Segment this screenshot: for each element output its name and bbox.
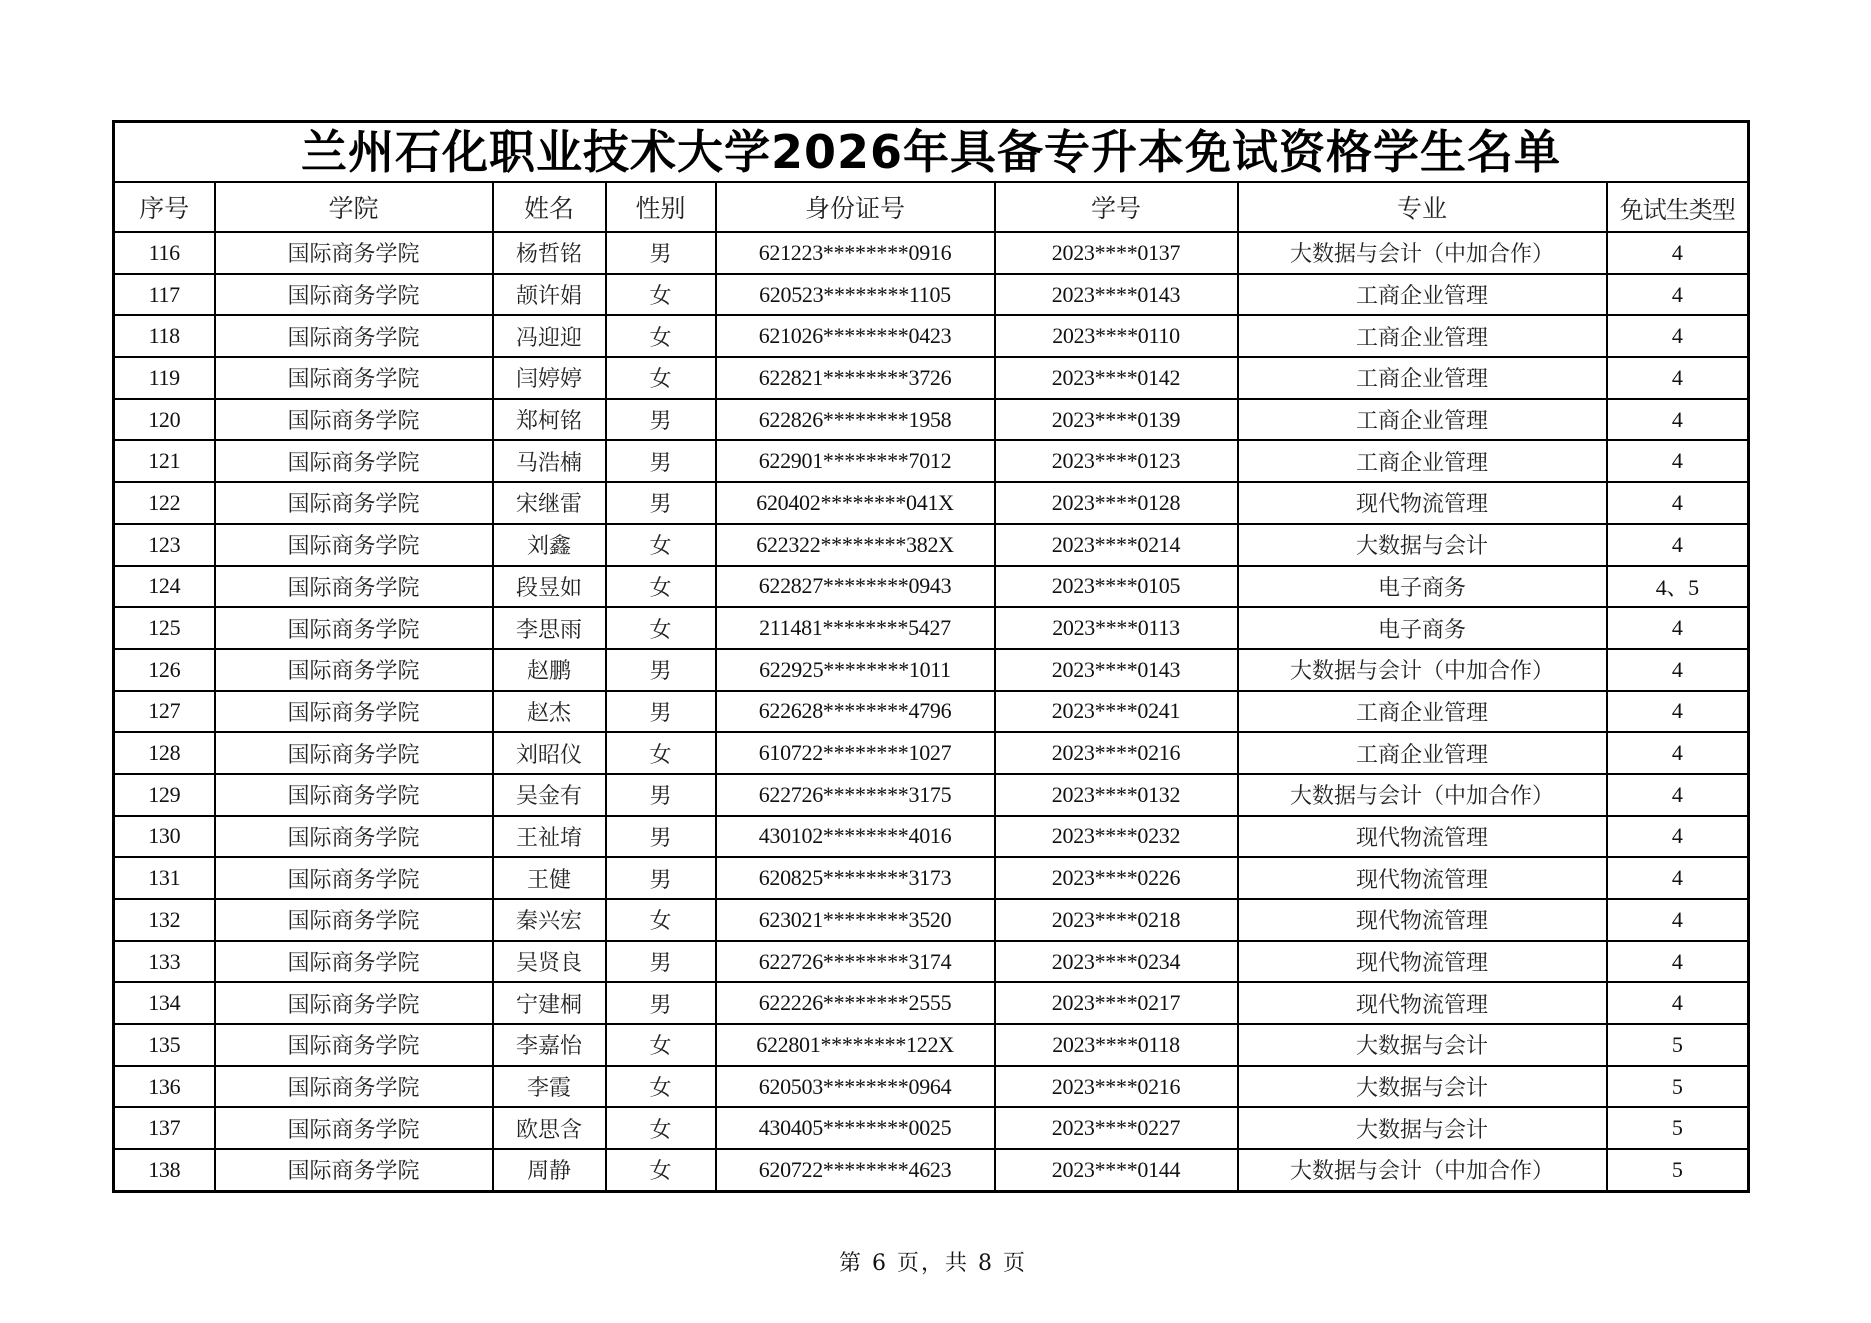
cell-no: 137 xyxy=(114,1107,215,1149)
cell-gender: 女 xyxy=(606,315,716,357)
cell-student-id: 2023****0132 xyxy=(995,774,1238,816)
cell-exemption-type: 4 xyxy=(1607,982,1749,1024)
cell-student-id: 2023****0139 xyxy=(995,399,1238,441)
cell-gender: 男 xyxy=(606,941,716,983)
cell-exemption-type: 4 xyxy=(1607,941,1749,983)
cell-id-number: 620722********4623 xyxy=(716,1149,995,1191)
cell-id-number: 211481********5427 xyxy=(716,607,995,649)
cell-id-number: 622826********1958 xyxy=(716,399,995,441)
cell-gender: 女 xyxy=(606,732,716,774)
cell-no: 119 xyxy=(114,357,215,399)
cell-college: 国际商务学院 xyxy=(215,1107,493,1149)
cell-gender: 女 xyxy=(606,566,716,608)
cell-name: 郑柯铭 xyxy=(493,399,606,441)
cell-gender: 男 xyxy=(606,982,716,1024)
cell-id-number: 620402********041X xyxy=(716,482,995,524)
cell-college: 国际商务学院 xyxy=(215,649,493,691)
cell-student-id: 2023****0142 xyxy=(995,357,1238,399)
table-row xyxy=(114,1066,1749,1108)
cell-exemption-type: 4 xyxy=(1607,691,1749,733)
column-header-student-id: 学号 xyxy=(995,182,1238,232)
cell-major: 现代物流管理 xyxy=(1238,816,1607,858)
table-body xyxy=(114,232,1749,1191)
cell-no: 138 xyxy=(114,1149,215,1191)
cell-no: 121 xyxy=(114,440,215,482)
cell-student-id: 2023****0118 xyxy=(995,1024,1238,1066)
cell-gender: 女 xyxy=(606,1066,716,1108)
cell-id-number: 623021********3520 xyxy=(716,899,995,941)
cell-name: 王健 xyxy=(493,857,606,899)
cell-major: 大数据与会计（中加合作） xyxy=(1238,774,1607,816)
cell-student-id: 2023****0113 xyxy=(995,607,1238,649)
cell-no: 128 xyxy=(114,732,215,774)
cell-student-id: 2023****0128 xyxy=(995,482,1238,524)
cell-major: 大数据与会计 xyxy=(1238,524,1607,566)
cell-exemption-type: 4 xyxy=(1607,607,1749,649)
cell-college: 国际商务学院 xyxy=(215,399,493,441)
cell-college: 国际商务学院 xyxy=(215,816,493,858)
table-row xyxy=(114,524,1749,566)
cell-id-number: 620825********3173 xyxy=(716,857,995,899)
cell-exemption-type: 4、5 xyxy=(1607,566,1749,608)
cell-major: 工商企业管理 xyxy=(1238,357,1607,399)
cell-student-id: 2023****0143 xyxy=(995,274,1238,316)
cell-no: 131 xyxy=(114,857,215,899)
cell-no: 136 xyxy=(114,1066,215,1108)
cell-student-id: 2023****0105 xyxy=(995,566,1238,608)
cell-gender: 女 xyxy=(606,607,716,649)
table-row xyxy=(114,399,1749,441)
cell-major: 大数据与会计 xyxy=(1238,1107,1607,1149)
cell-gender: 女 xyxy=(606,357,716,399)
cell-name: 冯迎迎 xyxy=(493,315,606,357)
cell-college: 国际商务学院 xyxy=(215,982,493,1024)
cell-college: 国际商务学院 xyxy=(215,1066,493,1108)
cell-no: 126 xyxy=(114,649,215,691)
cell-id-number: 622821********3726 xyxy=(716,357,995,399)
cell-id-number: 622801********122X xyxy=(716,1024,995,1066)
cell-exemption-type: 4 xyxy=(1607,315,1749,357)
cell-student-id: 2023****0143 xyxy=(995,649,1238,691)
cell-no: 117 xyxy=(114,274,215,316)
cell-gender: 女 xyxy=(606,274,716,316)
cell-gender: 男 xyxy=(606,649,716,691)
table-row xyxy=(114,1149,1749,1191)
cell-no: 122 xyxy=(114,482,215,524)
cell-name: 杨哲铭 xyxy=(493,232,606,274)
page-number: 第 6 页，共 8 页 xyxy=(839,1251,1027,1276)
cell-college: 国际商务学院 xyxy=(215,482,493,524)
cell-exemption-type: 4 xyxy=(1607,816,1749,858)
table-row xyxy=(114,357,1749,399)
cell-no: 135 xyxy=(114,1024,215,1066)
cell-id-number: 622322********382X xyxy=(716,524,995,566)
cell-student-id: 2023****0144 xyxy=(995,1149,1238,1191)
cell-name: 赵鹏 xyxy=(493,649,606,691)
cell-exemption-type: 5 xyxy=(1607,1066,1749,1108)
cell-name: 吴金有 xyxy=(493,774,606,816)
cell-no: 129 xyxy=(114,774,215,816)
cell-student-id: 2023****0218 xyxy=(995,899,1238,941)
cell-gender: 男 xyxy=(606,774,716,816)
cell-name: 马浩楠 xyxy=(493,440,606,482)
cell-name: 刘鑫 xyxy=(493,524,606,566)
cell-no: 120 xyxy=(114,399,215,441)
table-row xyxy=(114,232,1749,274)
table-row xyxy=(114,274,1749,316)
cell-major: 工商企业管理 xyxy=(1238,315,1607,357)
cell-id-number: 622726********3175 xyxy=(716,774,995,816)
cell-exemption-type: 4 xyxy=(1607,274,1749,316)
cell-no: 125 xyxy=(114,607,215,649)
table-row xyxy=(114,691,1749,733)
cell-major: 大数据与会计 xyxy=(1238,1024,1607,1066)
cell-major: 电子商务 xyxy=(1238,607,1607,649)
table-row xyxy=(114,607,1749,649)
cell-id-number: 430102********4016 xyxy=(716,816,995,858)
cell-no: 123 xyxy=(114,524,215,566)
cell-exemption-type: 4 xyxy=(1607,524,1749,566)
cell-student-id: 2023****0217 xyxy=(995,982,1238,1024)
cell-major: 现代物流管理 xyxy=(1238,482,1607,524)
table-row xyxy=(114,857,1749,899)
cell-college: 国际商务学院 xyxy=(215,732,493,774)
cell-exemption-type: 4 xyxy=(1607,232,1749,274)
cell-id-number: 620523********1105 xyxy=(716,274,995,316)
table-row xyxy=(114,982,1749,1024)
cell-major: 工商企业管理 xyxy=(1238,274,1607,316)
cell-exemption-type: 4 xyxy=(1607,732,1749,774)
cell-student-id: 2023****0137 xyxy=(995,232,1238,274)
cell-student-id: 2023****0110 xyxy=(995,315,1238,357)
cell-no: 118 xyxy=(114,315,215,357)
cell-name: 段昱如 xyxy=(493,566,606,608)
cell-id-number: 622901********7012 xyxy=(716,440,995,482)
cell-id-number: 622628********4796 xyxy=(716,691,995,733)
cell-id-number: 622827********0943 xyxy=(716,566,995,608)
cell-college: 国际商务学院 xyxy=(215,691,493,733)
cell-id-number: 622925********1011 xyxy=(716,649,995,691)
cell-exemption-type: 5 xyxy=(1607,1149,1749,1191)
cell-gender: 男 xyxy=(606,232,716,274)
table-row xyxy=(114,816,1749,858)
cell-major: 大数据与会计 xyxy=(1238,1066,1607,1108)
cell-major: 工商企业管理 xyxy=(1238,399,1607,441)
table-row xyxy=(114,482,1749,524)
cell-id-number: 610722********1027 xyxy=(716,732,995,774)
cell-major: 大数据与会计（中加合作） xyxy=(1238,1149,1607,1191)
column-header-name: 姓名 xyxy=(493,182,606,232)
cell-college: 国际商务学院 xyxy=(215,607,493,649)
cell-exemption-type: 5 xyxy=(1607,1024,1749,1066)
cell-college: 国际商务学院 xyxy=(215,566,493,608)
cell-name: 李思雨 xyxy=(493,607,606,649)
cell-name: 秦兴宏 xyxy=(493,899,606,941)
cell-student-id: 2023****0227 xyxy=(995,1107,1238,1149)
cell-student-id: 2023****0216 xyxy=(995,1066,1238,1108)
cell-no: 124 xyxy=(114,566,215,608)
cell-no: 127 xyxy=(114,691,215,733)
column-header-no: 序号 xyxy=(114,182,215,232)
table-row xyxy=(114,566,1749,608)
cell-college: 国际商务学院 xyxy=(215,941,493,983)
cell-exemption-type: 5 xyxy=(1607,1107,1749,1149)
cell-major: 现代物流管理 xyxy=(1238,857,1607,899)
cell-gender: 女 xyxy=(606,1107,716,1149)
cell-gender: 女 xyxy=(606,524,716,566)
cell-gender: 男 xyxy=(606,691,716,733)
cell-gender: 女 xyxy=(606,1024,716,1066)
cell-major: 大数据与会计（中加合作） xyxy=(1238,649,1607,691)
cell-exemption-type: 4 xyxy=(1607,649,1749,691)
cell-name: 刘昭仪 xyxy=(493,732,606,774)
cell-name: 李霞 xyxy=(493,1066,606,1108)
document-title: 兰州石化职业技术大学2026年具备专升本免试资格学生名单 xyxy=(114,122,1749,183)
cell-exemption-type: 4 xyxy=(1607,399,1749,441)
cell-gender: 男 xyxy=(606,482,716,524)
cell-exemption-type: 4 xyxy=(1607,482,1749,524)
table-row xyxy=(114,941,1749,983)
cell-major: 电子商务 xyxy=(1238,566,1607,608)
cell-name: 宁建桐 xyxy=(493,982,606,1024)
cell-no: 133 xyxy=(114,941,215,983)
cell-gender: 男 xyxy=(606,440,716,482)
cell-no: 132 xyxy=(114,899,215,941)
column-header-major: 专业 xyxy=(1238,182,1607,232)
cell-college: 国际商务学院 xyxy=(215,899,493,941)
cell-student-id: 2023****0226 xyxy=(995,857,1238,899)
table-row xyxy=(114,649,1749,691)
cell-college: 国际商务学院 xyxy=(215,524,493,566)
cell-id-number: 622226********2555 xyxy=(716,982,995,1024)
cell-major: 工商企业管理 xyxy=(1238,732,1607,774)
column-header-gender: 性别 xyxy=(606,182,716,232)
cell-gender: 男 xyxy=(606,399,716,441)
cell-college: 国际商务学院 xyxy=(215,274,493,316)
cell-name: 吴贤良 xyxy=(493,941,606,983)
cell-gender: 女 xyxy=(606,1149,716,1191)
cell-name: 欧思含 xyxy=(493,1107,606,1149)
cell-student-id: 2023****0216 xyxy=(995,732,1238,774)
cell-id-number: 622726********3174 xyxy=(716,941,995,983)
table-row xyxy=(114,1024,1749,1066)
cell-gender: 女 xyxy=(606,899,716,941)
cell-gender: 男 xyxy=(606,857,716,899)
cell-name: 周静 xyxy=(493,1149,606,1191)
cell-id-number: 620503********0964 xyxy=(716,1066,995,1108)
cell-id-number: 430405********0025 xyxy=(716,1107,995,1149)
table-row xyxy=(114,315,1749,357)
cell-college: 国际商务学院 xyxy=(215,1024,493,1066)
cell-college: 国际商务学院 xyxy=(215,440,493,482)
cell-gender: 男 xyxy=(606,816,716,858)
cell-name: 宋继雷 xyxy=(493,482,606,524)
cell-exemption-type: 4 xyxy=(1607,440,1749,482)
table-row xyxy=(114,899,1749,941)
cell-exemption-type: 4 xyxy=(1607,899,1749,941)
cell-id-number: 621223********0916 xyxy=(716,232,995,274)
cell-exemption-type: 4 xyxy=(1607,357,1749,399)
cell-major: 工商企业管理 xyxy=(1238,691,1607,733)
table-row xyxy=(114,774,1749,816)
cell-college: 国际商务学院 xyxy=(215,232,493,274)
cell-student-id: 2023****0241 xyxy=(995,691,1238,733)
table-row xyxy=(114,732,1749,774)
cell-no: 130 xyxy=(114,816,215,858)
title-row xyxy=(114,122,1749,183)
cell-name: 赵杰 xyxy=(493,691,606,733)
cell-name: 颉许娟 xyxy=(493,274,606,316)
header-row xyxy=(114,182,1749,232)
cell-id-number: 621026********0423 xyxy=(716,315,995,357)
cell-student-id: 2023****0234 xyxy=(995,941,1238,983)
cell-major: 现代物流管理 xyxy=(1238,941,1607,983)
table-row xyxy=(114,440,1749,482)
cell-no: 134 xyxy=(114,982,215,1024)
cell-exemption-type: 4 xyxy=(1607,774,1749,816)
cell-college: 国际商务学院 xyxy=(215,1149,493,1191)
cell-major: 现代物流管理 xyxy=(1238,982,1607,1024)
cell-college: 国际商务学院 xyxy=(215,857,493,899)
cell-major: 大数据与会计（中加合作） xyxy=(1238,232,1607,274)
cell-name: 李嘉怡 xyxy=(493,1024,606,1066)
cell-exemption-type: 4 xyxy=(1607,857,1749,899)
cell-student-id: 2023****0232 xyxy=(995,816,1238,858)
column-header-exemption-type: 免试生类型 xyxy=(1607,182,1749,232)
table-row xyxy=(114,1107,1749,1149)
student-roster-table xyxy=(112,120,1750,1193)
column-header-college: 学院 xyxy=(215,182,493,232)
column-header-id-number: 身份证号 xyxy=(716,182,995,232)
cell-student-id: 2023****0214 xyxy=(995,524,1238,566)
cell-major: 现代物流管理 xyxy=(1238,899,1607,941)
cell-name: 王祉堉 xyxy=(493,816,606,858)
cell-name: 闫婷婷 xyxy=(493,357,606,399)
cell-major: 工商企业管理 xyxy=(1238,440,1607,482)
cell-college: 国际商务学院 xyxy=(215,774,493,816)
cell-student-id: 2023****0123 xyxy=(995,440,1238,482)
cell-no: 116 xyxy=(114,232,215,274)
cell-college: 国际商务学院 xyxy=(215,315,493,357)
cell-college: 国际商务学院 xyxy=(215,357,493,399)
